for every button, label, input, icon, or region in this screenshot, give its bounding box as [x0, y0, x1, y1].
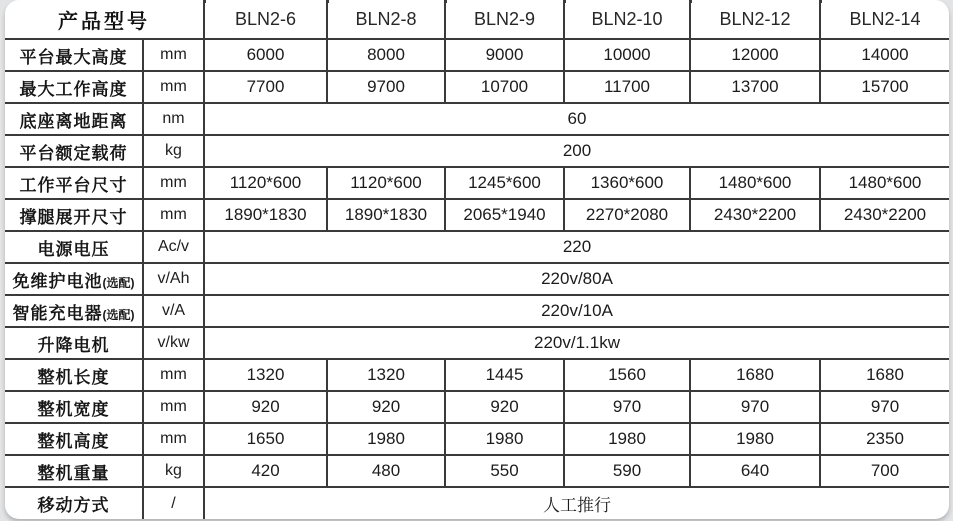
value-cell: 420 [204, 455, 327, 487]
param-name-cell: 最大工作高度 [5, 71, 143, 103]
table-row-smart-charger [5, 295, 949, 327]
param-name-text: 智能充电器 [12, 303, 103, 323]
table-row-overall-height [5, 423, 949, 455]
unit-cell: mm [143, 359, 204, 391]
param-name-cell: 平台额定载荷 [5, 135, 143, 167]
unit-cell: mm [143, 167, 204, 199]
value-cell: 1120*600 [204, 167, 327, 199]
column-header-bln2-14: BLN2-14 [820, 0, 949, 39]
value-cell: 1560 [564, 359, 690, 391]
value-cell: 12000 [690, 39, 820, 71]
value-cell: 8000 [327, 39, 445, 71]
value-cell: 1320 [204, 359, 327, 391]
table-row-outrigger-extended-size [5, 199, 949, 231]
value-cell: 9000 [445, 39, 564, 71]
value-cell: 15700 [820, 71, 949, 103]
table-row-power-voltage [5, 231, 949, 263]
value-cell: 590 [564, 455, 690, 487]
value-cell: 1980 [690, 423, 820, 455]
value-cell: 1120*600 [327, 167, 445, 199]
cropped-gridline-stub [445, 0, 447, 3]
table-row-maintenance-free-battery [5, 263, 949, 295]
unit-cell: v/A [143, 295, 204, 327]
merged-value-cell: 200 [204, 135, 949, 167]
value-cell: 2065*1940 [445, 199, 564, 231]
unit-cell: mm [143, 71, 204, 103]
value-cell: 1320 [327, 359, 445, 391]
cropped-gridline-stub [690, 0, 692, 3]
value-cell: 700 [820, 455, 949, 487]
table-row-platform-max-height [5, 39, 949, 71]
product-model-header: 产品型号 [5, 0, 204, 39]
value-cell: 1245*600 [445, 167, 564, 199]
param-name-cell: 移动方式 [5, 487, 143, 519]
param-name-text: 免维护电池 [12, 271, 103, 291]
param-name-cell: 整机重量 [5, 455, 143, 487]
table-row-overall-width [5, 391, 949, 423]
value-cell: 920 [445, 391, 564, 423]
column-header-bln2-10: BLN2-10 [564, 0, 690, 39]
value-cell: 1650 [204, 423, 327, 455]
value-cell: 1890*1830 [204, 199, 327, 231]
value-cell: 1980 [445, 423, 564, 455]
value-cell: 13700 [690, 71, 820, 103]
value-cell: 550 [445, 455, 564, 487]
value-cell: 10700 [445, 71, 564, 103]
param-name-cell: 整机高度 [5, 423, 143, 455]
value-cell: 1480*600 [820, 167, 949, 199]
value-cell: 920 [327, 391, 445, 423]
unit-cell: kg [143, 135, 204, 167]
unit-cell: Ac/v [143, 231, 204, 263]
value-cell: 6000 [204, 39, 327, 71]
value-cell: 1445 [445, 359, 564, 391]
header-row [5, 0, 949, 39]
param-name-note: (选配) [102, 307, 135, 322]
value-cell: 14000 [820, 39, 949, 71]
value-cell: 970 [820, 391, 949, 423]
unit-cell: kg [143, 455, 204, 487]
value-cell: 2350 [820, 423, 949, 455]
param-name-cell: 整机长度 [5, 359, 143, 391]
table-row-max-working-height [5, 71, 949, 103]
param-name-cell: 撑腿展开尺寸 [5, 199, 143, 231]
value-cell: 1980 [327, 423, 445, 455]
value-cell: 920 [204, 391, 327, 423]
column-header-bln2-12: BLN2-12 [690, 0, 820, 39]
value-cell: 640 [690, 455, 820, 487]
table-row-work-platform-size [5, 167, 949, 199]
param-name-cell: 电源电压 [5, 231, 143, 263]
column-header-bln2-9: BLN2-9 [445, 0, 564, 39]
value-cell: 1480*600 [690, 167, 820, 199]
table-row-overall-weight [5, 455, 949, 487]
column-header-bln2-6: BLN2-6 [204, 0, 327, 39]
value-cell: 480 [327, 455, 445, 487]
unit-cell: v/Ah [143, 263, 204, 295]
param-name-cell [5, 263, 143, 295]
value-cell: 1680 [690, 359, 820, 391]
table-row-moving-method [5, 487, 949, 519]
spec-table [5, 0, 949, 519]
value-cell: 970 [690, 391, 820, 423]
unit-cell: / [143, 487, 204, 519]
param-name-cell: 平台最大高度 [5, 39, 143, 71]
cropped-gridline-stub [327, 0, 329, 3]
unit-cell: nm [143, 103, 204, 135]
value-cell: 1980 [564, 423, 690, 455]
param-name-cell: 底座离地距离 [5, 103, 143, 135]
column-header-bln2-8: BLN2-8 [327, 0, 445, 39]
merged-value-cell: 220v/80A [204, 263, 949, 295]
merged-value-cell: 220v/1.1kw [204, 327, 949, 359]
value-cell: 1680 [820, 359, 949, 391]
merged-value-cell: 60 [204, 103, 949, 135]
param-name-cell: 整机宽度 [5, 391, 143, 423]
value-cell: 10000 [564, 39, 690, 71]
unit-cell: mm [143, 391, 204, 423]
value-cell: 2430*2200 [820, 199, 949, 231]
cropped-gridline-stub [204, 0, 206, 3]
merged-value-cell: 220 [204, 231, 949, 263]
table-row-base-ground-clearance [5, 103, 949, 135]
unit-cell: v/kw [143, 327, 204, 359]
param-name-cell: 工作平台尺寸 [5, 167, 143, 199]
unit-cell: mm [143, 199, 204, 231]
table-row-platform-rated-load [5, 135, 949, 167]
table-row-lift-motor [5, 327, 949, 359]
param-name-cell [5, 295, 143, 327]
value-cell: 2270*2080 [564, 199, 690, 231]
unit-cell: mm [143, 423, 204, 455]
cropped-gridline-stub [820, 0, 822, 3]
value-cell: 970 [564, 391, 690, 423]
param-name-cell: 升降电机 [5, 327, 143, 359]
value-cell: 1360*600 [564, 167, 690, 199]
value-cell: 7700 [204, 71, 327, 103]
value-cell: 1890*1830 [327, 199, 445, 231]
value-cell: 2430*2200 [690, 199, 820, 231]
table-row-overall-length [5, 359, 949, 391]
unit-cell: mm [143, 39, 204, 71]
value-cell: 11700 [564, 71, 690, 103]
value-cell: 9700 [327, 71, 445, 103]
cropped-gridline-stub [564, 0, 566, 3]
param-name-note: (选配) [102, 275, 135, 290]
merged-value-cell: 220v/10A [204, 295, 949, 327]
merged-value-cell: 人工推行 [204, 487, 949, 519]
spec-card [5, 0, 949, 519]
